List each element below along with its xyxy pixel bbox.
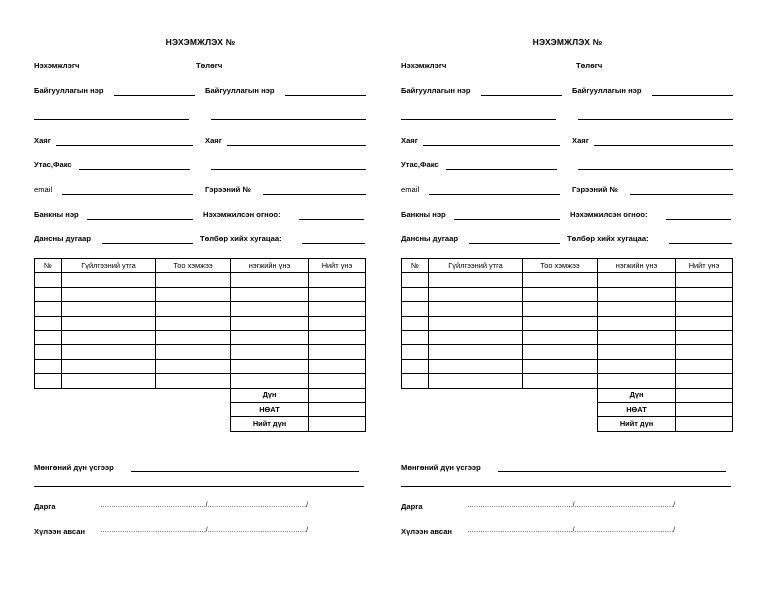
totals-spacer: [35, 388, 231, 402]
table-cell[interactable]: [676, 316, 733, 330]
table-cell[interactable]: [402, 287, 429, 301]
amount-words-label: Мөнгөний дүн үсгээр: [401, 463, 481, 472]
table-row: [35, 345, 366, 359]
table-cell[interactable]: [35, 374, 62, 388]
payer-date-label: Нэхэмжилсэн огноо:: [570, 210, 648, 219]
payer-org-line-2[interactable]: [578, 119, 733, 120]
table-cell[interactable]: [598, 345, 676, 359]
table-cell[interactable]: [156, 273, 231, 287]
table-cell[interactable]: [62, 330, 156, 344]
seller-org-label: Байгууллагын нэр: [401, 86, 471, 95]
table-cell[interactable]: [523, 287, 598, 301]
table-cell[interactable]: [598, 316, 676, 330]
payer-term-line[interactable]: [302, 243, 365, 244]
table-cell[interactable]: [35, 287, 62, 301]
seller-org-line[interactable]: [114, 95, 195, 96]
table-cell[interactable]: [156, 374, 231, 388]
col-header-total: Нийт үнэ: [676, 259, 733, 273]
table-cell[interactable]: [429, 359, 523, 373]
seller-org-line-2[interactable]: [401, 119, 556, 120]
table-cell[interactable]: [231, 273, 309, 287]
payer-header: Төлөгч: [196, 61, 223, 70]
table-cell[interactable]: [62, 359, 156, 373]
table-cell[interactable]: [402, 345, 429, 359]
table-row: [35, 374, 366, 388]
payer-extra-line[interactable]: [578, 169, 733, 170]
table-cell[interactable]: [62, 302, 156, 316]
payer-contract-line[interactable]: [263, 194, 366, 195]
seller-phone-label: Утас,Факс: [401, 160, 439, 169]
seller-bank-label: Банкны нэр: [34, 210, 79, 219]
table-cell[interactable]: [231, 316, 309, 330]
receiver-signature-dots[interactable]: …………………………………………/………………………………………/: [100, 527, 308, 534]
col-header-no: №: [35, 259, 62, 273]
table-row: [402, 273, 733, 287]
table-row: [402, 345, 733, 359]
payer-header: Төлөгч: [576, 61, 603, 70]
table-cell[interactable]: [309, 330, 366, 344]
payer-term-line[interactable]: [669, 243, 732, 244]
table-cell[interactable]: [523, 345, 598, 359]
table-cell[interactable]: [35, 273, 62, 287]
table-cell[interactable]: [309, 359, 366, 373]
seller-email-label: email: [34, 185, 53, 194]
col-header-unit-price: нэгжийн үнэ: [231, 259, 309, 273]
table-cell[interactable]: [35, 316, 62, 330]
table-cell[interactable]: [429, 330, 523, 344]
seller-address-line[interactable]: [56, 145, 193, 146]
totals-row: [402, 402, 733, 416]
receiver-label: Хүлээн авсан: [401, 527, 453, 536]
table-cell[interactable]: [676, 330, 733, 344]
table-cell[interactable]: [231, 302, 309, 316]
table-cell[interactable]: [156, 302, 231, 316]
table-cell[interactable]: [598, 302, 676, 316]
table-cell[interactable]: [309, 273, 366, 287]
col-header-unit-price: нэгжийн үнэ: [598, 259, 676, 273]
invoice-title: НЭХЭМЖЛЭХ №: [532, 37, 603, 47]
table-cell[interactable]: [62, 273, 156, 287]
table-cell[interactable]: [156, 316, 231, 330]
table-cell[interactable]: [402, 359, 429, 373]
totals-value[interactable]: [309, 388, 366, 402]
totals-spacer: [35, 417, 231, 431]
table-row: [35, 302, 366, 316]
payer-address-label: Хаяг: [205, 136, 222, 145]
table-cell[interactable]: [309, 374, 366, 388]
invoice-form-right: [401, 0, 734, 594]
seller-account-label: Дансны дугаар: [401, 234, 459, 243]
table-cell[interactable]: [62, 374, 156, 388]
table-cell[interactable]: [402, 302, 429, 316]
table-row: [35, 330, 366, 344]
seller-email-line[interactable]: [429, 194, 560, 195]
totals-value[interactable]: [676, 417, 733, 431]
table-cell[interactable]: [231, 374, 309, 388]
seller-address-label: Хаяг: [34, 136, 51, 145]
payer-date-label: Нэхэмжилсэн огноо:: [203, 210, 281, 219]
amount-words-line-2[interactable]: [34, 486, 364, 487]
payer-extra-line[interactable]: [211, 169, 366, 170]
table-row: [402, 330, 733, 344]
table-row: [402, 316, 733, 330]
table-row: [402, 359, 733, 373]
table-row: [35, 287, 366, 301]
payer-org-label: Байгууллагын нэр: [572, 86, 642, 95]
table-cell[interactable]: [598, 273, 676, 287]
table-cell[interactable]: [429, 287, 523, 301]
director-label: Дарга: [34, 502, 56, 511]
payer-date-line[interactable]: [666, 219, 731, 220]
payer-address-label: Хаяг: [572, 136, 589, 145]
amount-words-label: Мөнгөний дүн үсгээр: [34, 463, 114, 472]
table-row: [402, 374, 733, 388]
seller-bank-label: Банкны нэр: [401, 210, 446, 219]
seller-org-line[interactable]: [481, 95, 562, 96]
totals-row: [35, 417, 366, 431]
seller-phone-line[interactable]: [446, 169, 557, 170]
table-cell[interactable]: [598, 330, 676, 344]
col-header-description: Гүйлгээний утга: [429, 259, 523, 273]
totals-spacer: [402, 417, 598, 431]
seller-email-label: email: [401, 185, 420, 194]
payer-term-label: Төлбөр хийх хугацаа:: [567, 234, 649, 243]
totals-label: Нийт дүн: [231, 417, 309, 431]
seller-org-line-2[interactable]: [34, 119, 189, 120]
table-cell[interactable]: [598, 287, 676, 301]
totals-label: Дүн: [598, 388, 676, 402]
totals-label: Нийт дүн: [598, 417, 676, 431]
table-cell[interactable]: [35, 302, 62, 316]
table-cell[interactable]: [231, 287, 309, 301]
totals-spacer: [402, 388, 598, 402]
table-cell[interactable]: [35, 345, 62, 359]
totals-spacer: [402, 402, 598, 416]
invoice-form-left: [34, 0, 367, 594]
payer-term-label: Төлбөр хийх хугацаа:: [200, 234, 282, 243]
table-header-row: [402, 259, 733, 273]
col-header-description: Гүйлгээний утга: [62, 259, 156, 273]
invoice-title: НЭХЭМЖЛЭХ №: [165, 37, 236, 47]
table-cell[interactable]: [309, 302, 366, 316]
amount-words-line[interactable]: [498, 471, 726, 472]
payer-contract-label: Гэрээний №: [572, 185, 618, 194]
table-cell[interactable]: [676, 359, 733, 373]
table-cell[interactable]: [429, 345, 523, 359]
totals-row: [35, 402, 366, 416]
totals-row: [402, 388, 733, 402]
totals-spacer: [35, 402, 231, 416]
payer-org-line[interactable]: [652, 95, 733, 96]
seller-bank-line[interactable]: [87, 219, 193, 220]
table-cell[interactable]: [523, 273, 598, 287]
payer-org-line[interactable]: [285, 95, 366, 96]
table-cell[interactable]: [156, 330, 231, 344]
table-cell[interactable]: [62, 345, 156, 359]
table-row: [402, 302, 733, 316]
receiver-signature-dots[interactable]: …………………………………………/………………………………………/: [467, 527, 675, 534]
totals-value[interactable]: [676, 388, 733, 402]
table-row: [402, 287, 733, 301]
seller-phone-label: Утас,Факс: [34, 160, 72, 169]
payer-org-line-2[interactable]: [211, 119, 366, 120]
seller-phone-line[interactable]: [79, 169, 190, 170]
table-cell[interactable]: [231, 330, 309, 344]
totals-label: НӨАТ: [598, 402, 676, 416]
seller-header: Нэхэмжлэгч: [401, 61, 447, 70]
totals-value[interactable]: [309, 402, 366, 416]
table-cell[interactable]: [402, 330, 429, 344]
table-header-row: [35, 259, 366, 273]
table-cell[interactable]: [35, 359, 62, 373]
totals-label: Дүн: [231, 388, 309, 402]
director-signature-dots[interactable]: …………………………………………/………………………………………/: [467, 502, 675, 509]
payer-contract-label: Гэрээний №: [205, 185, 251, 194]
col-header-quantity: Тоо хэмжээ: [523, 259, 598, 273]
table-cell[interactable]: [309, 316, 366, 330]
table-cell[interactable]: [523, 359, 598, 373]
seller-org-label: Байгууллагын нэр: [34, 86, 104, 95]
amount-words-line[interactable]: [131, 471, 359, 472]
table-cell[interactable]: [231, 345, 309, 359]
table-cell[interactable]: [523, 330, 598, 344]
col-header-quantity: Тоо хэмжээ: [156, 259, 231, 273]
table-cell[interactable]: [156, 359, 231, 373]
payer-address-line[interactable]: [227, 145, 366, 146]
table-cell[interactable]: [429, 374, 523, 388]
table-cell[interactable]: [676, 345, 733, 359]
payer-org-label: Байгууллагын нэр: [205, 86, 275, 95]
table-cell[interactable]: [523, 374, 598, 388]
table-cell[interactable]: [309, 287, 366, 301]
seller-email-line[interactable]: [62, 194, 193, 195]
totals-row: [35, 388, 366, 402]
seller-account-label: Дансны дугаар: [34, 234, 92, 243]
amount-words-line-2[interactable]: [401, 486, 731, 487]
totals-value[interactable]: [309, 417, 366, 431]
table-cell[interactable]: [676, 273, 733, 287]
table-row: [35, 273, 366, 287]
payer-date-line[interactable]: [299, 219, 364, 220]
table-cell[interactable]: [62, 316, 156, 330]
table-cell[interactable]: [523, 302, 598, 316]
col-header-total: Нийт үнэ: [309, 259, 366, 273]
totals-value[interactable]: [676, 402, 733, 416]
items-table: [34, 258, 366, 432]
table-cell[interactable]: [156, 287, 231, 301]
payer-contract-line[interactable]: [630, 194, 733, 195]
col-header-no: №: [402, 259, 429, 273]
table-cell[interactable]: [402, 374, 429, 388]
table-cell[interactable]: [429, 273, 523, 287]
director-signature-dots[interactable]: …………………………………………/………………………………………/: [100, 502, 308, 509]
table-cell[interactable]: [429, 302, 523, 316]
payer-address-line[interactable]: [594, 145, 733, 146]
seller-bank-line[interactable]: [454, 219, 560, 220]
seller-header: Нэхэмжлэгч: [34, 61, 80, 70]
totals-row: [402, 417, 733, 431]
table-cell[interactable]: [62, 287, 156, 301]
table-cell[interactable]: [676, 374, 733, 388]
receiver-label: Хүлээн авсан: [34, 527, 86, 536]
totals-label: НӨАТ: [231, 402, 309, 416]
table-cell[interactable]: [429, 316, 523, 330]
seller-address-line[interactable]: [423, 145, 560, 146]
seller-address-label: Хаяг: [401, 136, 418, 145]
table-cell[interactable]: [676, 302, 733, 316]
seller-account-line[interactable]: [102, 243, 193, 244]
table-cell[interactable]: [309, 345, 366, 359]
table-row: [35, 359, 366, 373]
table-cell[interactable]: [156, 345, 231, 359]
table-cell[interactable]: [402, 273, 429, 287]
table-cell[interactable]: [598, 374, 676, 388]
table-cell[interactable]: [523, 316, 598, 330]
director-label: Дарга: [401, 502, 423, 511]
table-row: [35, 316, 366, 330]
table-cell[interactable]: [35, 330, 62, 344]
seller-account-line[interactable]: [469, 243, 560, 244]
table-cell[interactable]: [402, 316, 429, 330]
items-table: [401, 258, 733, 432]
table-cell[interactable]: [676, 287, 733, 301]
table-cell[interactable]: [231, 359, 309, 373]
table-cell[interactable]: [598, 359, 676, 373]
